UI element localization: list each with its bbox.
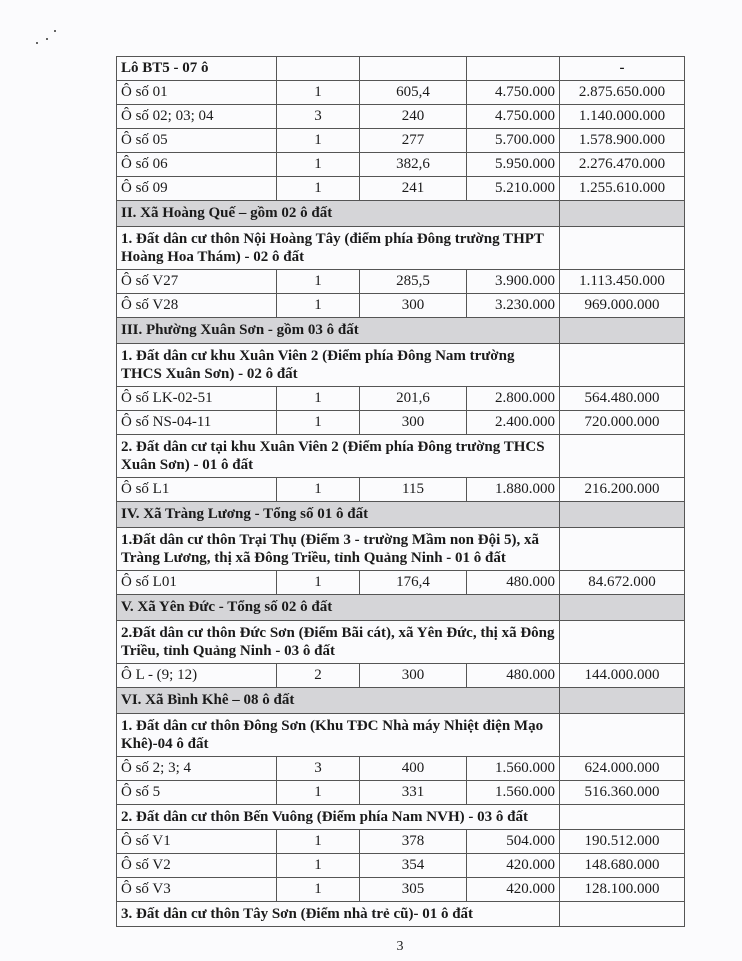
lot-total: 564.480.000 xyxy=(560,387,685,411)
empty-cell xyxy=(560,621,685,664)
lot-label: Ô số V28 xyxy=(117,294,277,318)
subsection-header-row xyxy=(117,902,685,927)
subsection-label: 2. Đất dân cư thôn Bến Vuông (Điểm phía Nam NVH) - 03 ô đất xyxy=(117,805,560,830)
lot-unit-price: 420.000 xyxy=(467,854,560,878)
lot-row xyxy=(117,854,685,878)
section-label: II. Xã Hoàng Quế – gồm 02 ô đất xyxy=(117,201,560,227)
table-body xyxy=(117,57,685,927)
lot-area: 605,4 xyxy=(360,81,467,105)
lot-label: Ô số V3 xyxy=(117,878,277,902)
lot-label: Ô số 06 xyxy=(117,153,277,177)
lot-total: 1.255.610.000 xyxy=(560,177,685,201)
lot-count: 1 xyxy=(277,129,360,153)
lot-row xyxy=(117,387,685,411)
lot-label: Ô số 05 xyxy=(117,129,277,153)
lot-area: 378 xyxy=(360,830,467,854)
lot-unit-price: 4.750.000 xyxy=(467,105,560,129)
lot-row xyxy=(117,664,685,688)
lot-group-row xyxy=(117,57,685,81)
empty-cell xyxy=(560,714,685,757)
subsection-header-row xyxy=(117,227,685,270)
lot-unit-price: 5.210.000 xyxy=(467,177,560,201)
lot-label: Ô số 09 xyxy=(117,177,277,201)
lot-area: 300 xyxy=(360,664,467,688)
lot-row xyxy=(117,411,685,435)
lot-count: 1 xyxy=(277,854,360,878)
lot-area: 331 xyxy=(360,781,467,805)
empty-cell xyxy=(560,344,685,387)
subsection-header-row xyxy=(117,344,685,387)
lot-area: 305 xyxy=(360,878,467,902)
lot-unit-price: 2.400.000 xyxy=(467,411,560,435)
lot-count: 1 xyxy=(277,153,360,177)
section-header-row xyxy=(117,688,685,714)
section-label: IV. Xã Tràng Lương - Tổng số 01 ô đất xyxy=(117,502,560,528)
scan-speck xyxy=(46,38,48,40)
empty-cell xyxy=(560,688,685,714)
lot-row xyxy=(117,129,685,153)
empty-cell xyxy=(560,805,685,830)
lot-area: 240 xyxy=(360,105,467,129)
empty-cell xyxy=(560,435,685,478)
lot-row xyxy=(117,105,685,129)
subsection-header-row xyxy=(117,435,685,478)
lot-total: 969.000.000 xyxy=(560,294,685,318)
lot-row xyxy=(117,177,685,201)
subsection-label: 2. Đất dân cư tại khu Xuân Viên 2 (Điểm phía Đông trường THCS Xuân Sơn) - 01 ô đất xyxy=(117,435,560,478)
lot-count: 3 xyxy=(277,105,360,129)
empty-cell xyxy=(560,201,685,227)
lot-area: 300 xyxy=(360,294,467,318)
empty-cell xyxy=(467,57,560,81)
lot-unit-price: 480.000 xyxy=(467,571,560,595)
empty-cell xyxy=(560,595,685,621)
scan-specks xyxy=(30,28,60,48)
empty-cell xyxy=(560,902,685,927)
section-label: III. Phường Xuân Sơn - gồm 03 ô đất xyxy=(117,318,560,344)
lot-total: 190.512.000 xyxy=(560,830,685,854)
empty-cell xyxy=(560,528,685,571)
lot-row xyxy=(117,81,685,105)
subsection-label: 1. Đất dân cư khu Xuân Viên 2 (Điểm phía Đông Nam trường THCS Xuân Sơn) - 02 ô đất xyxy=(117,344,560,387)
group-label: Lô BT5 - 07 ô xyxy=(117,57,277,81)
lot-unit-price: 504.000 xyxy=(467,830,560,854)
lot-total: 1.578.900.000 xyxy=(560,129,685,153)
lot-label: Ô số 02; 03; 04 xyxy=(117,105,277,129)
subsection-label: 1. Đất dân cư thôn Nội Hoàng Tây (điểm phía Đông trường THPT Hoàng Hoa Thám) - 02 ô đất xyxy=(117,227,560,270)
lot-row xyxy=(117,153,685,177)
group-total: - xyxy=(560,57,685,81)
lot-count: 2 xyxy=(277,664,360,688)
section-label: V. Xã Yên Đức - Tổng số 02 ô đất xyxy=(117,595,560,621)
lot-row xyxy=(117,757,685,781)
scan-speck xyxy=(54,30,56,32)
lot-unit-price: 480.000 xyxy=(467,664,560,688)
lot-unit-price: 5.700.000 xyxy=(467,129,560,153)
lot-area: 354 xyxy=(360,854,467,878)
lot-unit-price: 5.950.000 xyxy=(467,153,560,177)
lot-unit-price: 3.900.000 xyxy=(467,270,560,294)
lot-area: 285,5 xyxy=(360,270,467,294)
lot-count: 1 xyxy=(277,270,360,294)
subsection-header-row xyxy=(117,714,685,757)
lot-label: Ô số 01 xyxy=(117,81,277,105)
lot-count: 1 xyxy=(277,878,360,902)
lot-area: 300 xyxy=(360,411,467,435)
lot-label: Ô L - (9; 12) xyxy=(117,664,277,688)
lot-unit-price: 420.000 xyxy=(467,878,560,902)
section-header-row xyxy=(117,595,685,621)
lot-label: Ô số NS-04-11 xyxy=(117,411,277,435)
lot-count: 1 xyxy=(277,294,360,318)
lot-label: Ô số V27 xyxy=(117,270,277,294)
lot-row xyxy=(117,878,685,902)
lot-row xyxy=(117,478,685,502)
lot-label: Ô số LK-02-51 xyxy=(117,387,277,411)
section-header-row xyxy=(117,502,685,528)
lot-label: Ô số 5 xyxy=(117,781,277,805)
lot-count: 1 xyxy=(277,830,360,854)
lot-area: 115 xyxy=(360,478,467,502)
lot-total: 128.100.000 xyxy=(560,878,685,902)
subsection-header-row xyxy=(117,805,685,830)
subsection-header-row xyxy=(117,528,685,571)
lot-total: 216.200.000 xyxy=(560,478,685,502)
lot-count: 1 xyxy=(277,571,360,595)
lot-row xyxy=(117,571,685,595)
land-price-table xyxy=(116,56,685,927)
lot-label: Ô số V2 xyxy=(117,854,277,878)
lot-area: 277 xyxy=(360,129,467,153)
lot-total: 1.140.000.000 xyxy=(560,105,685,129)
lot-unit-price: 1.560.000 xyxy=(467,781,560,805)
lot-count: 1 xyxy=(277,781,360,805)
empty-cell xyxy=(560,318,685,344)
lot-total: 720.000.000 xyxy=(560,411,685,435)
subsection-label: 1.Đất dân cư thôn Trại Thụ (Điểm 3 - trường Mầm non Đội 5), xã Tràng Lương, thị xã Đông Triều, tỉnh Quảng Ninh - 01 ô đất xyxy=(117,528,560,571)
scan-speck xyxy=(36,42,38,44)
lot-label: Ô số V1 xyxy=(117,830,277,854)
lot-count: 1 xyxy=(277,411,360,435)
lot-unit-price: 1.880.000 xyxy=(467,478,560,502)
lot-label: Ô số L01 xyxy=(117,571,277,595)
lot-total: 2.276.470.000 xyxy=(560,153,685,177)
lot-count: 3 xyxy=(277,757,360,781)
lot-row xyxy=(117,830,685,854)
lot-total: 516.360.000 xyxy=(560,781,685,805)
page-number: 3 xyxy=(396,939,404,954)
lot-unit-price: 4.750.000 xyxy=(467,81,560,105)
subsection-label: 2.Đất dân cư thôn Đức Sơn (Điểm Bãi cát), xã Yên Đức, thị xã Đông Triều, tỉnh Quảng Ninh - 03 ô đất xyxy=(117,621,560,664)
lot-area: 176,4 xyxy=(360,571,467,595)
subsection-label: 3. Đất dân cư thôn Tây Sơn (Điểm nhà trẻ cũ)- 01 ô đất xyxy=(117,902,560,927)
lot-total: 1.113.450.000 xyxy=(560,270,685,294)
section-header-row xyxy=(117,201,685,227)
section-label: VI. Xã Bình Khê – 08 ô đất xyxy=(117,688,560,714)
lot-area: 201,6 xyxy=(360,387,467,411)
lot-row xyxy=(117,781,685,805)
lot-area: 382,6 xyxy=(360,153,467,177)
lot-label: Ô số L1 xyxy=(117,478,277,502)
subsection-header-row xyxy=(117,621,685,664)
lot-label: Ô số 2; 3; 4 xyxy=(117,757,277,781)
empty-cell xyxy=(277,57,360,81)
lot-total: 2.875.650.000 xyxy=(560,81,685,105)
lot-count: 1 xyxy=(277,81,360,105)
lot-unit-price: 3.230.000 xyxy=(467,294,560,318)
lot-area: 400 xyxy=(360,757,467,781)
lot-unit-price: 1.560.000 xyxy=(467,757,560,781)
empty-cell xyxy=(560,227,685,270)
lot-total: 148.680.000 xyxy=(560,854,685,878)
empty-cell xyxy=(560,502,685,528)
lot-total: 144.000.000 xyxy=(560,664,685,688)
lot-area: 241 xyxy=(360,177,467,201)
section-header-row xyxy=(117,318,685,344)
lot-count: 1 xyxy=(277,478,360,502)
lot-row xyxy=(117,294,685,318)
lot-total: 84.672.000 xyxy=(560,571,685,595)
lot-unit-price: 2.800.000 xyxy=(467,387,560,411)
empty-cell xyxy=(360,57,467,81)
lot-count: 1 xyxy=(277,177,360,201)
lot-total: 624.000.000 xyxy=(560,757,685,781)
lot-row xyxy=(117,270,685,294)
subsection-label: 1. Đất dân cư thôn Đông Sơn (Khu TĐC Nhà máy Nhiệt điện Mạo Khê)-04 ô đất xyxy=(117,714,560,757)
lot-count: 1 xyxy=(277,387,360,411)
